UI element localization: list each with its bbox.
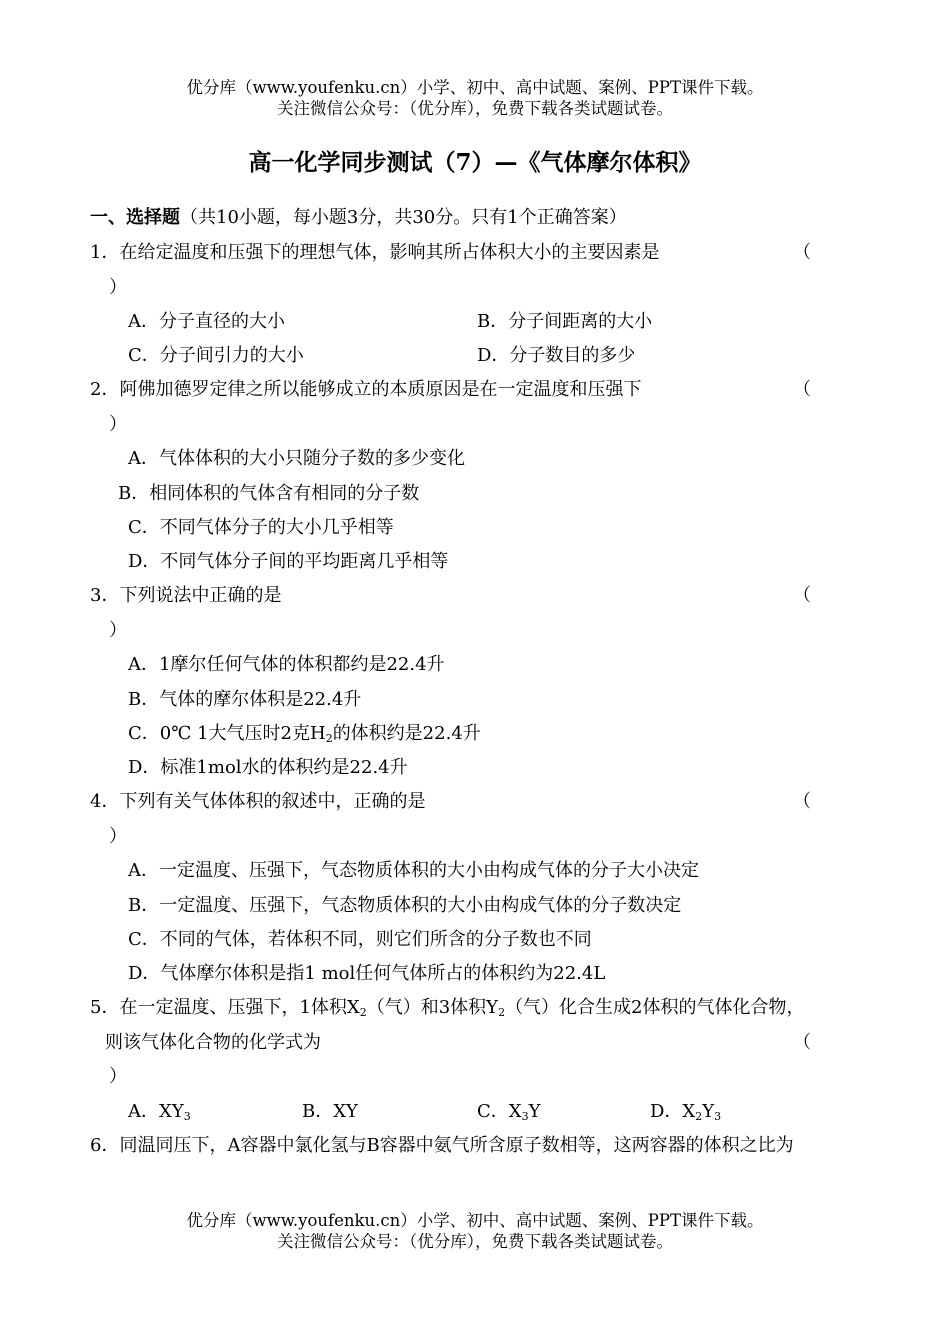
q5-option-b: B．XY xyxy=(302,1101,358,1122)
section-label: 一、选择题 xyxy=(90,207,180,228)
q5-option-d-mid: Y xyxy=(702,1101,715,1122)
q1-option-c: C．分子间引力的大小 xyxy=(128,345,304,366)
q5-option-d-pre: D．X xyxy=(650,1101,696,1122)
q4-stem: 4．下列有关气体体积的叙述中，正确的是 xyxy=(90,791,426,812)
q6-stem: 6．同温同压下，A容器中氯化氢与B容器中氨气所含原子数相等，这两容器的体积之比为 xyxy=(90,1135,794,1156)
q2-option-a: A．气体体积的大小只随分子数的多少变化 xyxy=(128,448,465,469)
q2-stem: 2．阿佛加德罗定律之所以能够成立的本质原因是在一定温度和压强下 xyxy=(90,379,642,400)
footer-line-1: 优分库（www.youfenku.cn）小学、初中、高中试题、案例、PPT课件下载。 xyxy=(186,1211,764,1230)
q5-stem-line-2: 则该气体化合物的化学式为 xyxy=(105,1032,321,1053)
q3-option-c xyxy=(128,721,481,747)
header-line-2: 关注微信公众号：（优分库），免费下载各类试题试卷。 xyxy=(277,99,673,118)
q5-sub-y: 2 xyxy=(498,1006,506,1019)
q2-option-d: D．不同气体分子间的平均距离几乎相等 xyxy=(128,551,449,572)
q5-option-c-post: Y xyxy=(528,1101,541,1122)
q2-option-c: C．不同气体分子的大小几乎相等 xyxy=(128,517,394,538)
q5-option-d-sub-2: 3 xyxy=(714,1110,722,1123)
q3-option-b: B．气体的摩尔体积是22.4升 xyxy=(128,689,362,710)
q5-option-a-text: A．XY xyxy=(128,1101,184,1122)
q3-stem: 3．下列说法中正确的是 xyxy=(90,585,282,606)
q5-stem-part-1: 5．在一定温度、压强下，1体积X xyxy=(90,997,360,1018)
q5-option-c-sub: 3 xyxy=(521,1110,529,1123)
q1-option-d: D．分子数目的多少 xyxy=(477,345,636,366)
q2-paren-open: （ xyxy=(793,379,811,400)
q5-option-d xyxy=(650,1099,721,1125)
footer-line-2: 关注微信公众号：（优分库），免费下载各类试题试卷。 xyxy=(277,1232,673,1251)
q4-option-d: D．气体摩尔体积是指1 mol任何气体所占的体积约为22.4L xyxy=(128,963,606,984)
q5-paren-open: （ xyxy=(793,1032,811,1053)
q3-option-c-post: 的体积约是22.4升 xyxy=(332,723,481,744)
q4-option-b: B．一定温度、压强下，气态物质体积的大小由构成气体的分子数决定 xyxy=(128,895,682,916)
q3-option-d: D．标准1mol水的体积约是22.4升 xyxy=(128,757,408,778)
q5-sub-x: 2 xyxy=(359,1006,367,1019)
section-desc: （共10小题，每小题3分，共30分。只有1个正确答案） xyxy=(180,207,627,228)
q3-option-c-pre: C．0℃ 1大气压时2克H xyxy=(128,723,326,744)
q1-option-b: B．分子间距离的大小 xyxy=(477,311,653,332)
q5-stem-part-2: （气）和3体积Y xyxy=(366,997,499,1018)
q5-stem-part-3: （气）化合生成2体积的气体化合物， xyxy=(505,997,805,1018)
q5-stem-line-1 xyxy=(90,995,805,1021)
q1-stem: 1．在给定温度和压强下的理想气体，影响其所占体积大小的主要因素是 xyxy=(90,242,660,263)
q4-option-c: C．不同的气体，若体积不同，则它们所含的分子数也不同 xyxy=(128,929,592,950)
q2-option-b: B．相同体积的气体含有相同的分子数 xyxy=(118,483,420,504)
q1-paren-close: ） xyxy=(109,277,127,298)
q5-option-a xyxy=(128,1099,191,1125)
q4-paren-close: ） xyxy=(109,826,127,847)
q2-paren-close: ） xyxy=(109,414,127,435)
q1-option-a: A．分子直径的大小 xyxy=(128,311,285,332)
q3-paren-open: （ xyxy=(793,585,811,606)
q5-option-a-sub: 3 xyxy=(183,1110,191,1123)
section-heading xyxy=(90,205,627,231)
q5-option-c xyxy=(477,1099,540,1125)
page-title: 高一化学同步测试（7）—《气体摩尔体积》 xyxy=(248,149,702,176)
header-line-1: 优分库（www.youfenku.cn）小学、初中、高中试题、案例、PPT课件下载。 xyxy=(186,78,764,97)
q5-option-d-sub-1: 2 xyxy=(695,1110,703,1123)
q3-option-c-sub: 2 xyxy=(325,732,333,745)
q5-paren-close: ） xyxy=(109,1066,127,1087)
q5-option-c-pre: C．X xyxy=(477,1101,522,1122)
q4-paren-open: （ xyxy=(793,791,811,812)
q3-option-a: A．1摩尔任何气体的体积都约是22.4升 xyxy=(128,654,445,675)
q1-paren-open: （ xyxy=(793,242,811,263)
q4-option-a: A．一定温度、压强下，气态物质体积的大小由构成气体的分子大小决定 xyxy=(128,860,699,881)
q3-paren-close: ） xyxy=(109,620,127,641)
